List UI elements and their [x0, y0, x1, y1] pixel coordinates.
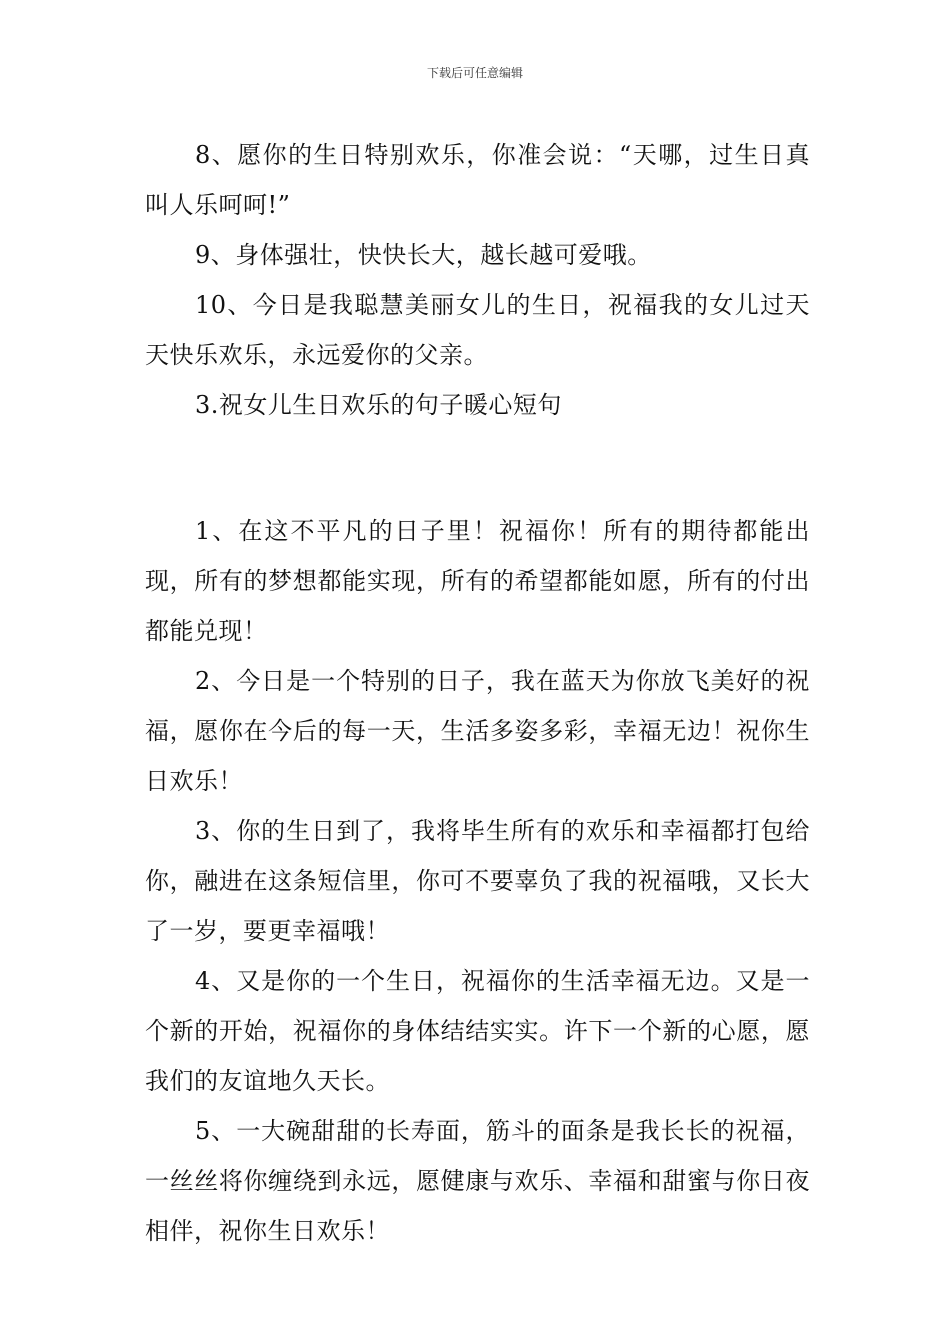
section-paragraph-2: 2、今日是一个特别的日子，我在蓝天为你放飞美好的祝福，愿你在今后的每一天，生活多姿多彩，幸福无边！祝你生日欢乐！ [145, 667, 810, 795]
paragraph-10: 10、今日是我聪慧美丽女儿的生日，祝福我的女儿过天天快乐欢乐，永远爱你的父亲。 [145, 291, 810, 369]
section-paragraph-5: 5、一大碗甜甜的长寿面，筋斗的面条是我长长的祝福，一丝丝将你缠绕到永远，愿健康与欢乐、幸福和甜蜜与你日夜相伴，祝你生日欢乐！ [145, 1117, 810, 1245]
section-paragraph-1: 1、在这不平凡的日子里！祝福你！所有的期待都能出现，所有的梦想都能实现，所有的希望都能如愿，所有的付出都能兑现！ [145, 517, 810, 645]
paragraph-9: 9、身体强壮，快快长大，越长越可爱哦。 [195, 241, 652, 269]
paragraph-8: 8、愿你的生日特别欢乐，你准会说：“天哪，过生日真叫人乐呵呵!” [145, 141, 810, 219]
page-header-note: 下载后可任意编辑 [426, 66, 523, 80]
section-heading: 3.祝女儿生日欢乐的句子暖心短句 [195, 391, 562, 419]
section-paragraph-3: 3、你的生日到了，我将毕生所有的欢乐和幸福都打包给你，融进在这条短信里，你可不要辜负了我的祝福哦，又长大了一岁，要更幸福哦！ [145, 817, 810, 945]
document-body [145, 130, 810, 1256]
section-paragraph-4: 4、又是你的一个生日，祝福你的生活幸福无边。又是一个新的开始，祝福你的身体结结实实。许下一个新的心愿，愿我们的友谊地久天长。 [145, 967, 810, 1095]
